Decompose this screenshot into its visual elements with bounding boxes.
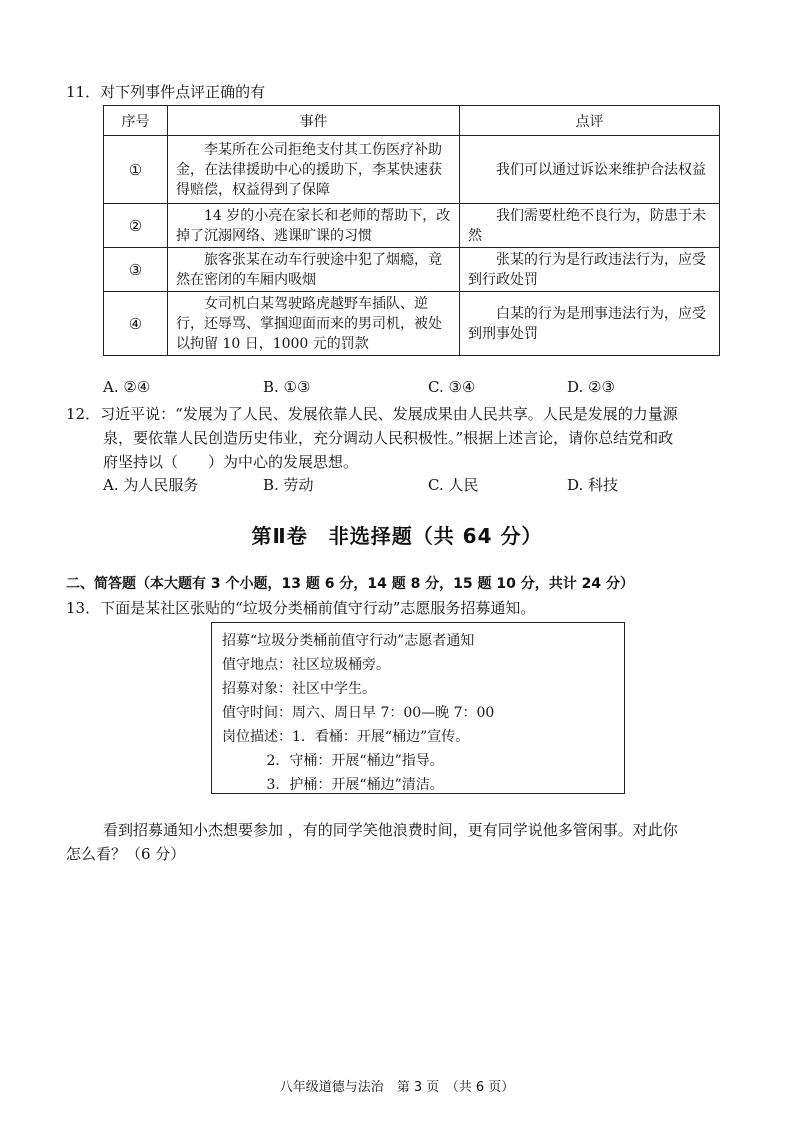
notice-title: 招募“垃圾分类桶前值守行动”志愿者通知 — [222, 633, 475, 649]
row-number: ① — [104, 136, 168, 204]
table-row — [104, 204, 720, 248]
events-table — [103, 105, 720, 356]
notice-time: 值守时间：周六、周日早 7：00—晚 7：00 — [222, 705, 495, 721]
table-header-row — [104, 106, 720, 136]
section-title: 第Ⅱ卷 非选择题（共 64 分） — [251, 524, 543, 548]
notice-location: 值守地点：社区垃圾桶旁。 — [222, 657, 390, 673]
q11-option-c: C. ③④ — [428, 378, 476, 396]
row-event: 旅客张某在动车行驶途中犯了烟瘾，竟然在密闭的车厢内吸烟 — [168, 248, 460, 292]
q13-question-line-2: 怎么看？（6 分） — [66, 845, 186, 863]
q12-option-d: D. 科技 — [567, 476, 619, 494]
notice-duty-1: 岗位描述：1．看桶：开展“桶边”宣传。 — [222, 729, 470, 745]
q13-question-line-1: 看到招募通知小杰想要参加 ，有的同学笑他浪费时间，更有同学说他多管闲事。对此你 — [103, 821, 678, 839]
notice-duty-3: 3．护桶：开展“桶边”清洁。 — [222, 777, 444, 793]
q12-line-1: 12．习近平说：“发展为了人民、发展依靠人民、发展成果由人民共享。人民是发展的力量源 — [66, 405, 678, 423]
q12-option-b: B. 劳动 — [263, 476, 314, 494]
header-comment: 点评 — [460, 106, 720, 136]
q11-stem: 11．对下列事件点评正确的有 — [66, 83, 266, 101]
page-footer: 八年级道德与法治 第 3 页 （共 6 页） — [279, 1080, 515, 1095]
notice-target: 招募对象：社区中学生。 — [222, 681, 376, 697]
row-comment: 张某的行为是行政违法行为，应受到行政处罚 — [460, 248, 720, 292]
row-event: 女司机白某驾驶路虎越野车插队、逆行，还辱骂、掌掴迎面而来的男司机，被处以拘留 10 日，1000 元的罚款 — [168, 292, 460, 356]
table-row — [104, 136, 720, 204]
table-row — [104, 292, 720, 356]
row-comment: 白某的行为是刑事违法行为，应受到刑事处罚 — [460, 292, 720, 356]
q11-option-a: A. ②④ — [103, 378, 151, 396]
notice-duty-2: 2．守桶：开展“桶边”指导。 — [222, 753, 444, 769]
q11-option-b: B. ①③ — [263, 378, 311, 396]
row-comment: 我们需要杜绝不良行为，防患于未然 — [460, 204, 720, 248]
row-number: ③ — [104, 248, 168, 292]
part-heading: 二、简答题（本大题有 3 个小题，13 题 6 分，14 题 8 分，15 题 10 分，共计 24 分） — [66, 576, 634, 592]
q12-option-a: A. 为人民服务 — [103, 476, 199, 494]
row-event: 李某所在公司拒绝支付其工伤医疗补助金，在法律援助中心的援助下，李某快速获得赔偿，权益得到了保障 — [168, 136, 460, 204]
table-row — [104, 248, 720, 292]
q11-option-d: D. ②③ — [567, 378, 615, 396]
recruitment-notice — [211, 622, 625, 794]
q13-stem: 13．下面是某社区张贴的“垃圾分类桶前值守行动”志愿服务招募通知。 — [66, 599, 536, 617]
q12-option-c: C. 人民 — [428, 476, 479, 494]
row-comment: 我们可以通过诉讼来维护合法权益 — [460, 136, 720, 204]
header-number: 序号 — [104, 106, 168, 136]
row-number: ② — [104, 204, 168, 248]
q12-line-2: 泉，要依靠人民创造历史伟业，充分调动人民积极性。”根据上述言论，请你总结党和政 — [103, 429, 674, 447]
header-event: 事件 — [168, 106, 460, 136]
q12-line-3: 府坚持以（ ）为中心的发展思想。 — [103, 453, 359, 471]
row-number: ④ — [104, 292, 168, 356]
row-event: 14 岁的小亮在家长和老师的帮助下，改掉了沉溺网络、逃课旷课的习惯 — [168, 204, 460, 248]
